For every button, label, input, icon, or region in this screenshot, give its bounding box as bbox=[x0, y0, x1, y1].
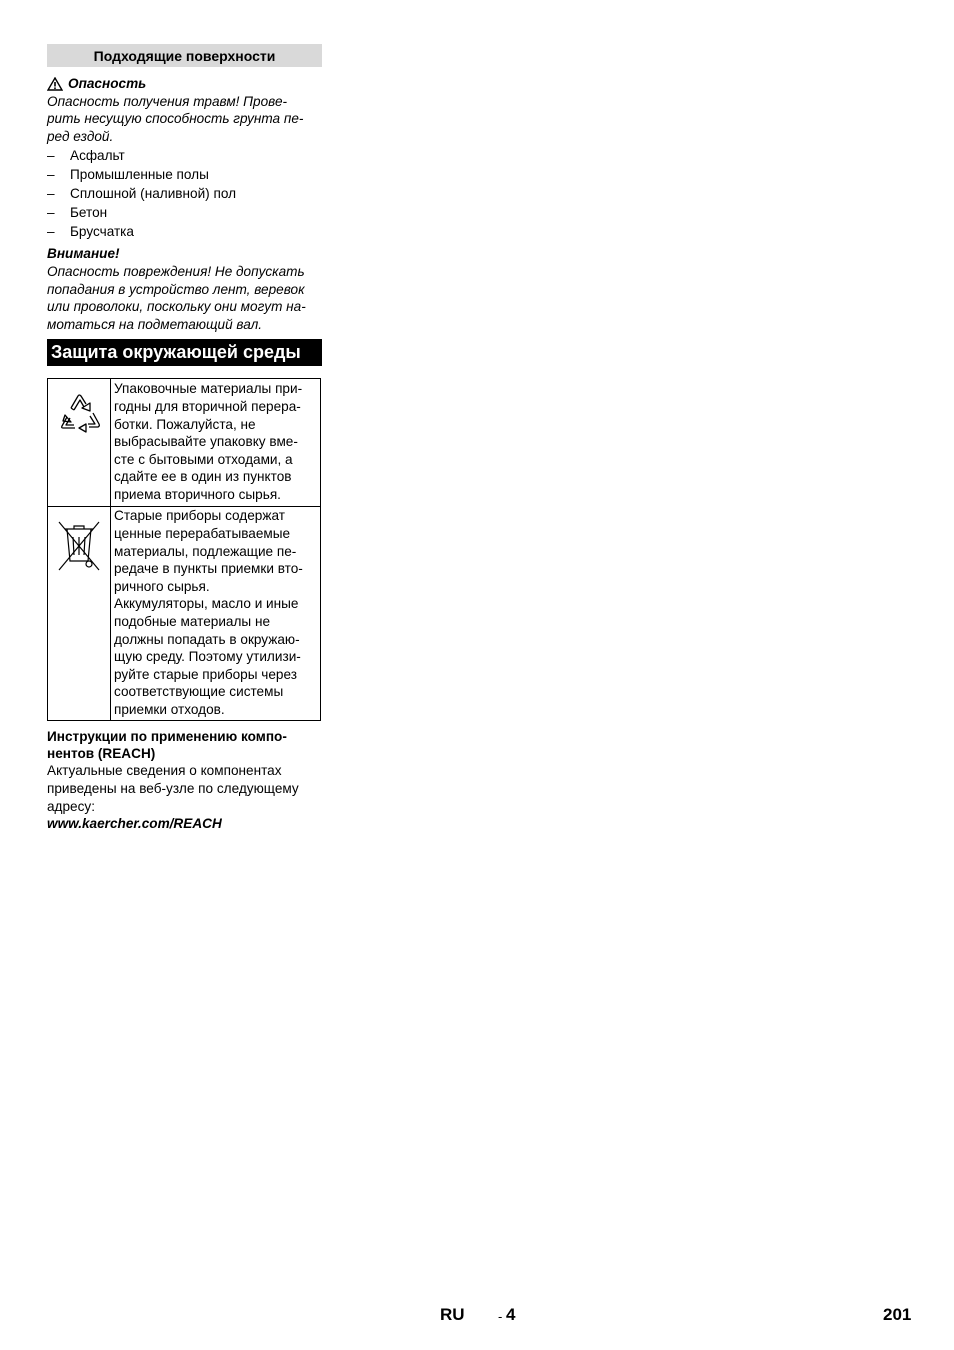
list-item: – Бетон bbox=[47, 203, 322, 222]
warning-triangle-icon bbox=[47, 77, 63, 91]
text-line: Инструкции по применению компо- bbox=[47, 729, 287, 745]
footer-dash: - bbox=[498, 1309, 503, 1324]
footer-section-number: 4 bbox=[506, 1305, 516, 1324]
text-line: подобные материалы не bbox=[114, 613, 271, 629]
danger-title bbox=[47, 75, 322, 93]
footer-page-number: 201 bbox=[883, 1305, 912, 1324]
footer-language: RU bbox=[440, 1305, 465, 1324]
text-line: руйте старые приборы через bbox=[114, 666, 297, 682]
text-line: мотаться на подметающий вал. bbox=[47, 316, 263, 332]
attention-text bbox=[47, 263, 322, 333]
text-line: нентов (REACH) bbox=[47, 746, 156, 762]
text-line: приведены на веб-узле по следующему bbox=[47, 780, 299, 796]
surfaces-heading: Подходящие поверхности bbox=[47, 44, 322, 67]
list-item: – Асфальт bbox=[47, 146, 322, 165]
text-line: Опасность повреждения! Не допускать bbox=[47, 263, 305, 279]
text-line: Старые приборы содержат bbox=[114, 508, 285, 524]
text-line: годны для вторичной перера- bbox=[114, 398, 301, 414]
list-item: – Сплошной (наливной) пол bbox=[47, 184, 322, 203]
reach-url-link[interactable]: www.kaercher.com/REACH bbox=[47, 816, 222, 832]
environment-heading: Защита окружающей среды bbox=[47, 339, 322, 366]
old-devices-text-cell bbox=[111, 507, 321, 721]
text-line: сдайте ее в один из пунктов bbox=[114, 469, 292, 485]
text-line: ричного сырья. bbox=[114, 578, 210, 594]
text-line: попадания в устройство лент, веревок bbox=[47, 281, 305, 297]
text-line: ценные перерабатываемые bbox=[114, 525, 291, 541]
environment-table bbox=[47, 378, 321, 721]
list-item: – Брусчатка bbox=[47, 222, 322, 241]
crossed-bin-icon bbox=[56, 517, 102, 573]
text-line: Актуальные сведения о компонентах bbox=[47, 763, 282, 779]
text-line: выбрасывайте упаковку вме- bbox=[114, 434, 298, 450]
text-line: приемки отходов. bbox=[114, 701, 225, 717]
danger-text bbox=[47, 93, 322, 146]
list-item: – Промышленные полы bbox=[47, 165, 322, 184]
text-line: редаче в пункты приемки вто- bbox=[114, 561, 303, 577]
surfaces-list bbox=[47, 146, 322, 241]
text-line: ред ездой. bbox=[47, 128, 114, 144]
text-line: или проволоки, поскольку они могут на- bbox=[47, 299, 306, 315]
table-row bbox=[48, 379, 321, 507]
recycle-icon bbox=[53, 389, 105, 439]
reach-title bbox=[47, 728, 322, 762]
text-line: рить несущую способность грунта пе- bbox=[47, 111, 304, 127]
text-line: Аккумуляторы, масло и иные bbox=[114, 596, 299, 612]
text-line: Опасность получения травм! Прове- bbox=[47, 93, 288, 109]
reach-text bbox=[47, 762, 322, 815]
text-line: щую среду. Поэтому утилизи- bbox=[114, 649, 301, 665]
packaging-text-cell bbox=[111, 379, 321, 507]
text-line: соответствующие системы bbox=[114, 684, 284, 700]
text-line: сте с бытовыми отходами, а bbox=[114, 451, 293, 467]
text-line: Упаковочные материалы при- bbox=[114, 381, 303, 397]
icon-cell bbox=[48, 507, 111, 721]
text-line: адресу: bbox=[47, 798, 95, 814]
icon-cell bbox=[48, 379, 111, 507]
danger-title-text: Опасность bbox=[68, 76, 147, 91]
left-column bbox=[47, 44, 322, 833]
text-line: приема вторичного сырья. bbox=[114, 486, 281, 502]
attention-title: Внимание! bbox=[47, 246, 120, 262]
text-line: должны попадать в окружаю- bbox=[114, 631, 300, 647]
table-row bbox=[48, 507, 321, 721]
text-line: ботки. Пожалуйста, не bbox=[114, 416, 256, 432]
text-line: материалы, подлежащие пе- bbox=[114, 543, 297, 559]
